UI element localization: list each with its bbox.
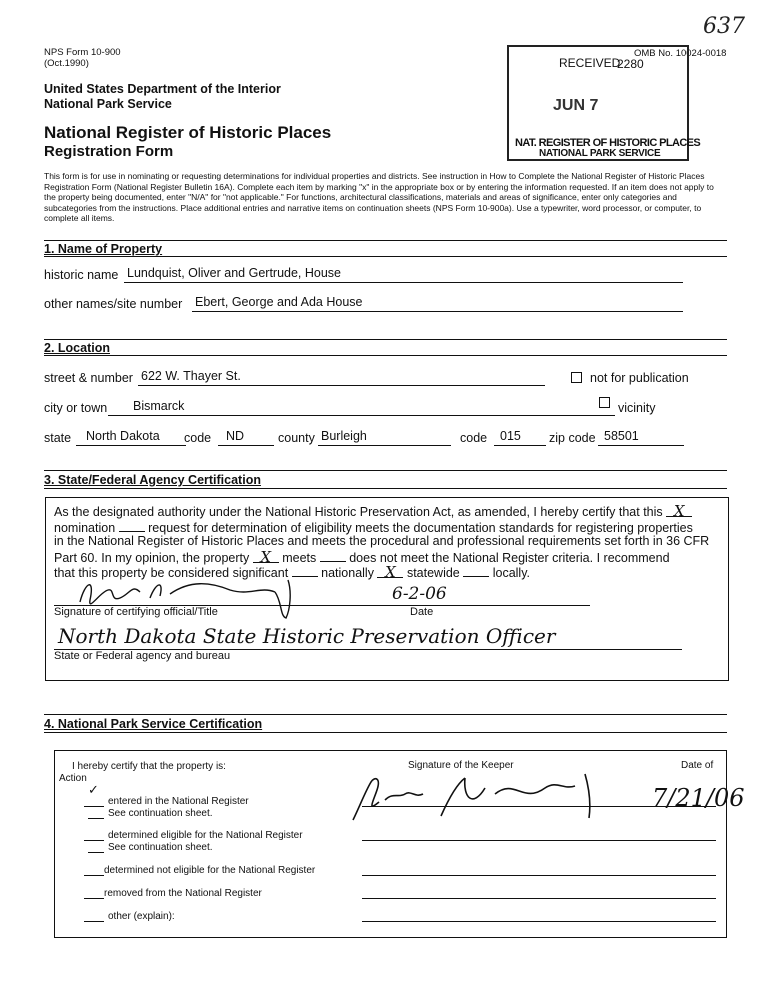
cert-text: meets bbox=[282, 551, 317, 565]
section3-heading: 3. State/Federal Agency Certification bbox=[44, 473, 261, 487]
cert-text: Part 60. In my opinion, the property bbox=[54, 551, 250, 565]
entered-sub: See continuation sheet. bbox=[108, 808, 213, 819]
item-blank[interactable] bbox=[84, 840, 104, 841]
statewide-mark[interactable]: X bbox=[377, 565, 403, 578]
received-stamp bbox=[507, 45, 701, 161]
zip-label: zip code bbox=[549, 431, 596, 445]
vicinity-label: vicinity bbox=[618, 401, 656, 415]
nomination-mark[interactable]: X bbox=[666, 504, 692, 517]
cert-text: locally. bbox=[492, 566, 530, 580]
agency-name: National Park Service bbox=[44, 97, 172, 111]
cert-text: that this property be considered significant bbox=[54, 566, 289, 580]
keeper-line bbox=[362, 840, 716, 841]
cert-text: request for determination of eligibility meets the documentation standards for registering properties bbox=[148, 521, 693, 535]
cert-text: does not meet the National Register criteria. I recommend bbox=[349, 551, 670, 565]
stamp-line1: NAT. REGISTER OF HISTORIC PLACES bbox=[515, 137, 701, 149]
section-rule bbox=[44, 240, 727, 241]
stamp-number: 2280 bbox=[617, 57, 644, 71]
section-rule bbox=[44, 355, 727, 356]
signature-label: Signature of certifying official/Title bbox=[54, 606, 218, 618]
keeper-label: Signature of the Keeper bbox=[408, 760, 514, 771]
not-for-publication-label: not for publication bbox=[590, 371, 689, 385]
stamp-received: RECEIVED bbox=[559, 56, 621, 70]
corner-number: 637 bbox=[703, 14, 745, 39]
section2-heading: 2. Location bbox=[44, 341, 110, 355]
stamp-date: JUN 7 bbox=[553, 97, 599, 114]
action-label: Action bbox=[59, 773, 87, 784]
eligible-label: determined eligible for the National Register bbox=[108, 830, 303, 841]
form-id: NPS Form 10-900 bbox=[44, 47, 121, 58]
date-of-label: Date of bbox=[681, 760, 714, 771]
cert-text: statewide bbox=[406, 566, 460, 580]
section4-heading: 4. National Park Service Certification bbox=[44, 717, 263, 731]
county-code-field[interactable]: 015 bbox=[494, 429, 546, 446]
nomination-blank[interactable] bbox=[119, 519, 145, 532]
removed-label: removed from the National Register bbox=[104, 888, 262, 899]
item-blank[interactable] bbox=[84, 875, 104, 876]
item-blank[interactable] bbox=[84, 921, 104, 922]
keeper-line bbox=[362, 875, 716, 876]
certify-text: I hereby certify that the property is: bbox=[72, 761, 226, 772]
cert-text: nomination bbox=[54, 521, 116, 535]
item-blank[interactable] bbox=[84, 806, 104, 807]
form-date: (Oct.1990) bbox=[44, 58, 89, 69]
city-field[interactable]: Bismarck bbox=[108, 399, 615, 416]
item-blank[interactable] bbox=[84, 898, 104, 899]
page-title: National Register of Historic Places bbox=[44, 123, 332, 142]
section-rule bbox=[44, 256, 727, 257]
section1-heading: 1. Name of Property bbox=[44, 242, 163, 256]
locally-blank[interactable] bbox=[463, 564, 489, 577]
cert-line-1 bbox=[54, 504, 724, 520]
vicinity-checkbox[interactable] bbox=[599, 397, 610, 408]
section-rule bbox=[44, 339, 727, 340]
section-rule bbox=[44, 714, 727, 715]
zip-field[interactable]: 58501 bbox=[598, 429, 684, 446]
state-code-field[interactable]: ND bbox=[218, 429, 274, 446]
county-field[interactable]: Burleigh bbox=[318, 429, 451, 446]
section-rule bbox=[44, 732, 727, 733]
entered-label: entered in the National Register bbox=[108, 796, 249, 807]
county-code-label: code bbox=[460, 431, 488, 445]
not-eligible-label: determined not eligible for the National Register bbox=[104, 865, 316, 876]
eligible-sub: See continuation sheet. bbox=[108, 842, 213, 853]
omb-number: OMB No. 10024-0018 bbox=[634, 48, 727, 59]
agency-handwritten: North Dakota State Historic Preservation Officer bbox=[58, 624, 556, 648]
page-subtitle: Registration Form bbox=[44, 143, 174, 160]
county-label: county bbox=[278, 431, 315, 445]
keeper-line bbox=[362, 806, 716, 807]
not-for-publication-checkbox[interactable] bbox=[571, 372, 582, 383]
keeper-signature bbox=[345, 768, 615, 830]
keeper-date: 7/21/06 bbox=[652, 784, 745, 812]
cert-text: nationally bbox=[321, 566, 374, 580]
state-label: state bbox=[44, 431, 72, 445]
other-names-field[interactable]: Ebert, George and Ada House bbox=[192, 295, 683, 312]
other-names-label: other names/site number bbox=[44, 297, 183, 311]
state-code-label: code bbox=[184, 431, 212, 445]
agency-label: State or Federal agency and bureau bbox=[54, 650, 231, 662]
cert-text: As the designated authority under the National Historic Preservation Act, as amended, I hereby certify that this bbox=[54, 505, 663, 519]
date-label: Date bbox=[410, 606, 434, 618]
keeper-line bbox=[362, 898, 716, 899]
historic-name-label: historic name bbox=[44, 268, 119, 282]
stamp-line2: NATIONAL PARK SERVICE bbox=[539, 148, 661, 159]
section-rule bbox=[44, 488, 727, 489]
item-blank[interactable] bbox=[88, 818, 104, 819]
instructions-text: This form is for use in nominating or requesting determinations for individual properties and districts. See instruction in How to Complete the National Register of Historic Places Registration Form (National Register Bulletin 16A). Complete each item by marking "x" in the appropriate box or by entering the information requested. If an item does not apply to the property being documented, enter "N/A" for "not applicable." For functions, architectural classifications, materials and areas of significance, enter only categories and subcategories from the instructions. Place additional entries and narrative items on continuation sheets (NPS Form 10-900a). Use a typewriter, word processor, or computer, to complete all items. bbox=[44, 171, 714, 223]
cert-line-3: in the National Register of Historic Places and meets the procedural and professional requirements set forth in 36 CFR bbox=[54, 534, 710, 548]
department-name: United States Department of the Interior bbox=[44, 82, 281, 96]
certification-date: 6-2-06 bbox=[392, 584, 447, 604]
keeper-line bbox=[362, 921, 716, 922]
does-not-meet-blank[interactable] bbox=[320, 549, 346, 562]
historic-name-field[interactable]: Lundquist, Oliver and Gertrude, House bbox=[124, 266, 683, 283]
street-field[interactable]: 622 W. Thayer St. bbox=[138, 369, 545, 386]
street-label: street & number bbox=[44, 371, 133, 385]
other-label: other (explain): bbox=[108, 911, 175, 922]
item-blank[interactable] bbox=[88, 852, 104, 853]
meets-mark[interactable]: X bbox=[253, 550, 279, 563]
section-rule bbox=[44, 470, 727, 471]
check-mark: ✓ bbox=[88, 782, 99, 797]
city-label: city or town bbox=[44, 401, 108, 415]
state-field[interactable]: North Dakota bbox=[76, 429, 186, 446]
